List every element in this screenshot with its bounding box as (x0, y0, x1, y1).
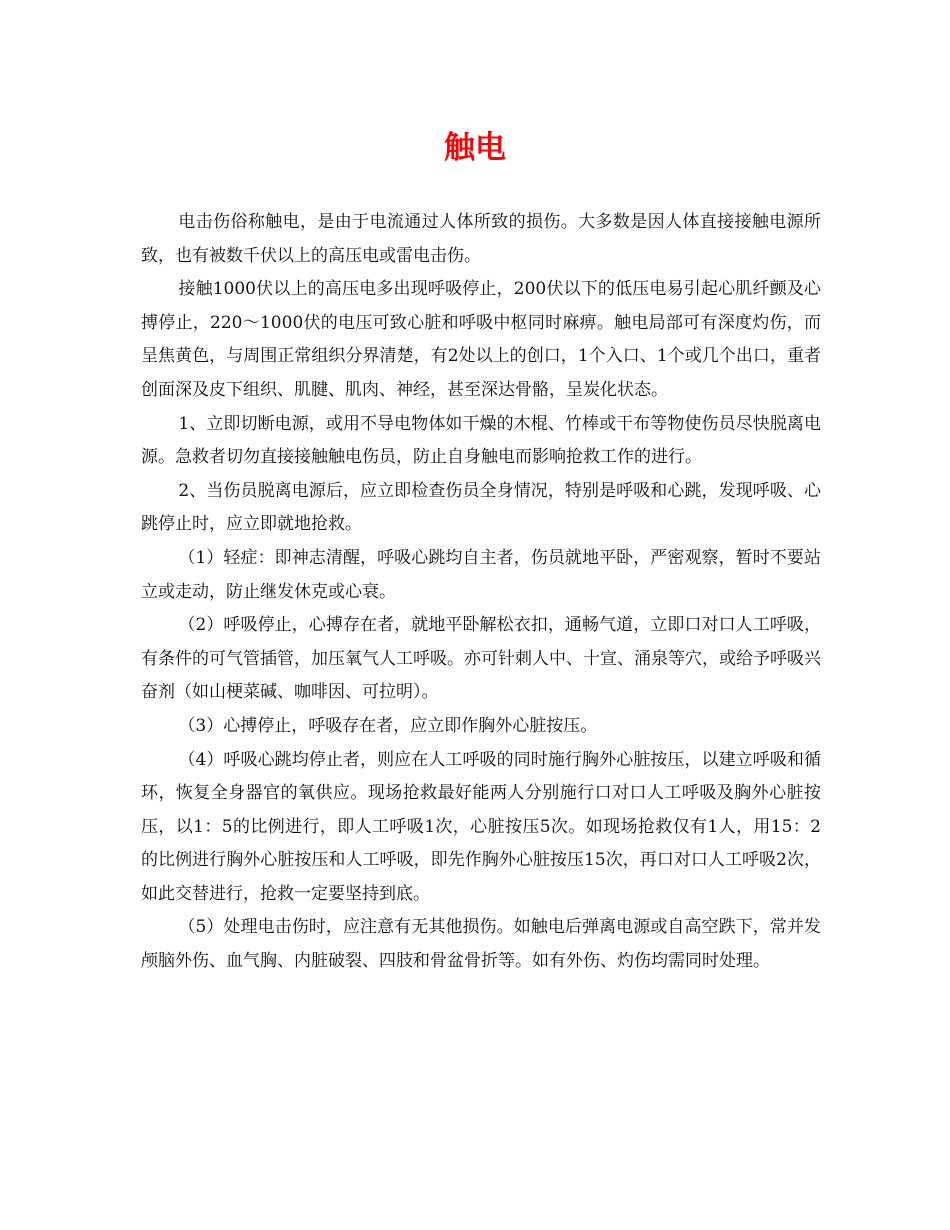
paragraph-intro: 电击伤俗称触电，是由于电流通过人体所致的损伤。大多数是因人体直接接触电源所致，也有被数千伏以上的高压电或雷电击伤。 (141, 212, 821, 266)
page-title: 触电 (444, 130, 506, 166)
paragraph-step-2: 2、当伤员脱离电源后，应立即检查伤员全身情况，特别是呼吸和心跳，发现呼吸、心跳停止时，应立即就地抢救。 (141, 480, 821, 535)
paragraph-case-3: （3）心搏停止，呼吸存在者，应立即作胸外心脏按压。 (178, 715, 598, 736)
paragraph-symptoms: 接触1000伏以上的高压电多出现呼吸停止，200伏以下的低压电易引起心肌纤颤及心搏停止，220～1000伏的电压可致心脏和呼吸中枢同时麻痹。触电局部可有深度灼伤，而呈焦黄色，与周围正常组织分界清楚，有2处以上的创口，1个入口、1个或几个出口，重者创面深及皮下组织、肌腱、肌肉、神经，甚至深达骨骼，呈炭化状态。 (141, 279, 821, 400)
paragraph-case-4: （4）呼吸心跳均停止者，则应在人工呼吸的同时施行胸外心脏按压，以建立呼吸和循环，恢复全身器官的氧供应。现场抢救最好能两人分别施行口对口人工呼吸及胸外心脏按压，以1：5的比例进行，即人工呼吸1次，心脏按压5次。如现场抢救仅有1人，用15：2的比例进行胸外心脏按压和人工呼吸，即先作胸外心脏按压15次，再口对口人工呼吸2次，如此交替进行，抢救一定要坚持到底。 (141, 749, 821, 904)
paragraph-case-1: （1）轻症：即神志清醒，呼吸心跳均自主者，伤员就地平卧，严密观察，暂时不要站立或走动，防止继发休克或心衰。 (141, 547, 821, 602)
paragraph-case-2: （2）呼吸停止，心搏存在者，就地平卧解松衣扣，通畅气道，立即口对口人工呼吸，有条件的可气管插管，加压氧气人工呼吸。亦可针刺人中、十宣、涌泉等穴，或给予呼吸兴奋剂（如山梗菜碱、咖啡因、可拉明）。 (141, 615, 821, 703)
paragraph-case-5: （5）处理电击伤时，应注意有无其他损伤。如触电后弹离电源或自高空跌下，常并发颅脑外伤、血气胸、内脏破裂、四肢和骨盆骨折等。如有外伤、灼伤均需同时处理。 (141, 917, 821, 972)
document-body (141, 206, 821, 979)
paragraph-step-1: 1、立即切断电源，或用不导电物体如干燥的木棍、竹棒或干布等物使伤员尽快脱离电源。急救者切勿直接接触触电伤员，防止自身触电而影响抢救工作的进行。 (141, 413, 821, 468)
